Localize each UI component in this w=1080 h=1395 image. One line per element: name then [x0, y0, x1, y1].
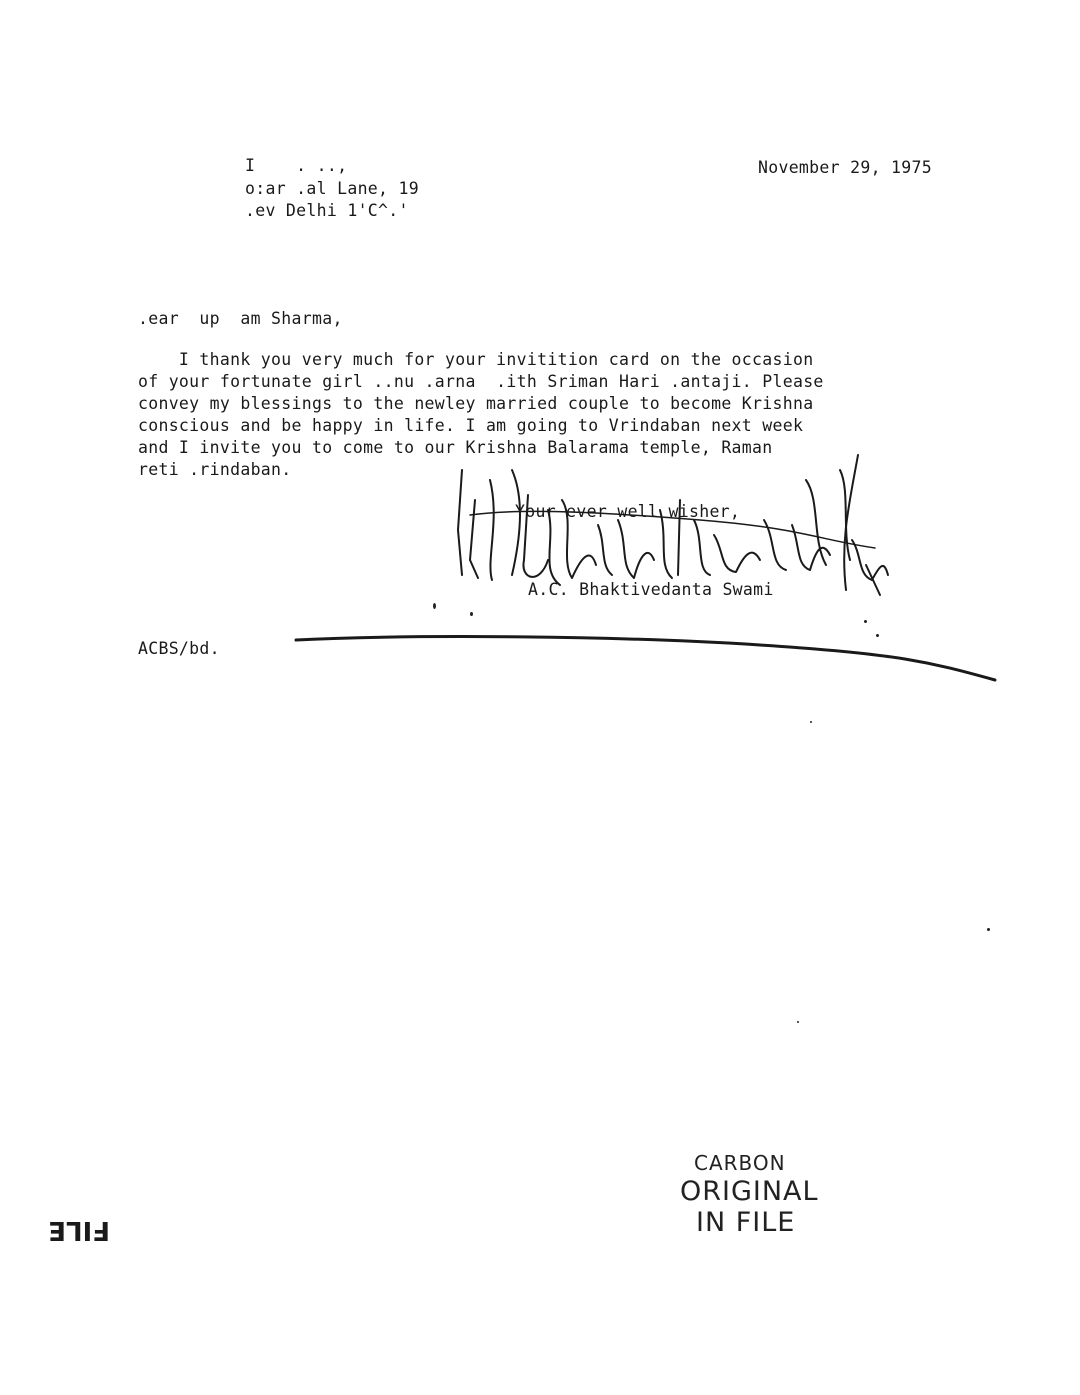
body-line: conscious and be happy in life. I am going to Vrindaban next week — [138, 416, 804, 435]
salutation: .ear up am Sharma, — [138, 309, 343, 328]
scan-speck — [876, 634, 879, 637]
recipient-street-line: o:ar .al Lane, 19 — [245, 179, 419, 198]
body-line: and I invite you to come to our Krishna Balarama temple, Raman — [138, 438, 773, 457]
scan-speck — [987, 928, 990, 931]
body-line: convey my blessings to the newley married couple to become Krishna — [138, 394, 814, 413]
stamp-line: CARBON — [694, 1151, 786, 1175]
file-mark-text: FILE — [48, 1215, 110, 1245]
scan-speck — [864, 620, 867, 623]
body-line: I thank you very much for your invitition card on the occasion — [138, 350, 814, 369]
scan-speck — [433, 603, 436, 609]
file-stamp-mark — [30, 1212, 114, 1252]
body-line: reti .rindaban. — [138, 460, 292, 479]
scan-speck — [797, 1021, 799, 1023]
reference-initials: ACBS/bd. — [138, 639, 220, 658]
scan-speck — [470, 612, 473, 616]
recipient-city-line: .ev Delhi 1'C^.' — [245, 201, 409, 220]
stamp-line: IN FILE — [696, 1207, 796, 1238]
stamp-line: ORIGINAL — [680, 1176, 819, 1207]
body-line: of your fortunate girl ..nu .arna .ith Sriman Hari .antaji. Please — [138, 372, 824, 391]
scan-speck — [810, 721, 812, 723]
recipient-name-line: I . .., — [245, 156, 348, 175]
letter-date: November 29, 1975 — [758, 158, 932, 177]
closing: Your ever well wisher, — [515, 502, 741, 521]
sender-name: A.C. Bhaktivedanta Swami — [528, 580, 774, 599]
